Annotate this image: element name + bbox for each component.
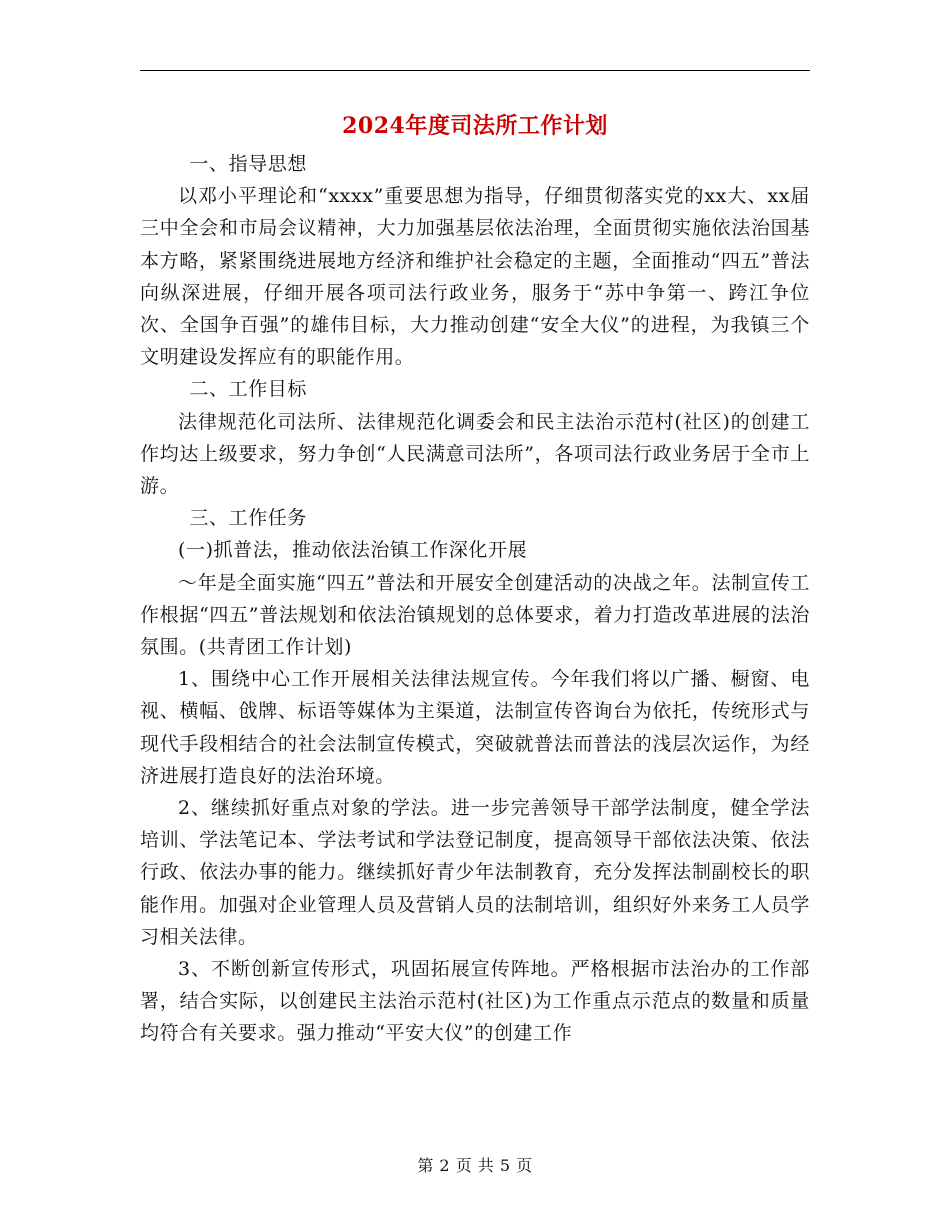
paragraph-item-3: 3、不断创新宣传形式，巩固拓展宣传阵地。严格根据市法治办的工作部署，结合实际，以创建民主法治示范村(社区)为工作重点示范点的数量和质量均符合有关要求。强力推动“平安大仪”的创建工作 (140, 958, 810, 1045)
paragraph-item-1: 1、围绕中心工作开展相关法律法规宣传。今年我们将以广播、橱窗、电视、横幅、戗牌、标语等媒体为主渠道，法制宣传咨询台为依托，传统形式与现代手段相结合的社会法制宣传模式，突破就普法而普法的浅层次运作，为经济进展打造良好的法治环境。 (140, 668, 810, 787)
document-body (140, 148, 810, 1050)
paragraph-guiding-ideology: 以邓小平理论和“xxxx”重要思想为指导，仔细贯彻落实党的xx大、xx届三中全会和市局会议精神，大力加强基层依法治理，全面贯彻实施依法治国基本方略，紧紧围绕进展地方经济和维护社会稳定的主题，全面推动“四五”普法向纵深进展，仔细开展各项司法行政业务，服务于“苏中争第一、跨江争位次、全国争百强”的雄伟目标，大力推动创建“安全大仪”的进程，为我镇三个文明建设发挥应有的职能作用。 (140, 185, 810, 369)
paragraph-year-overview: ～年是全面实施“四五”普法和开展安全创建活动的决战之年。法制宣传工作根据“四五”普法规划和依法治镇规划的总体要求，着力打造改革进展的法治氛围。(共青团工作计划) (140, 571, 810, 659)
document-title: 2024年度司法所工作计划 (342, 113, 608, 139)
section-heading-guiding-ideology: 一、指导思想 (189, 153, 307, 175)
paragraph-work-goals: 法律规范化司法所、法律规范化调委会和民主法治示范村(社区)的创建工作均达上级要求，努力争创“人民满意司法所”，各项司法行政业务居于全市上游。 (140, 410, 810, 498)
section-heading-work-tasks: 三、工作任务 (189, 507, 307, 530)
subsection-heading-legal-education: (一)抓普法，推动依法治镇工作深化开展 (178, 539, 528, 562)
section-heading-work-goals: 二、工作目标 (189, 378, 307, 401)
paragraph-item-2: 2、继续抓好重点对象的学法。进一步完善领导干部学法制度，健全学法培训、学法笔记本、学法考试和学法登记制度，提高领导干部依法决策、依法行政、依法办事的能力。继续抓好青少年法制教育，充分发挥法制副校长的职能作用。加强对企业管理人员及营销人员的法制培训，组织好外来务工人员学习相关法律。 (140, 797, 810, 948)
header-rule (140, 70, 810, 71)
page-footer: 第 2 页 共 5 页 (417, 1156, 533, 1175)
